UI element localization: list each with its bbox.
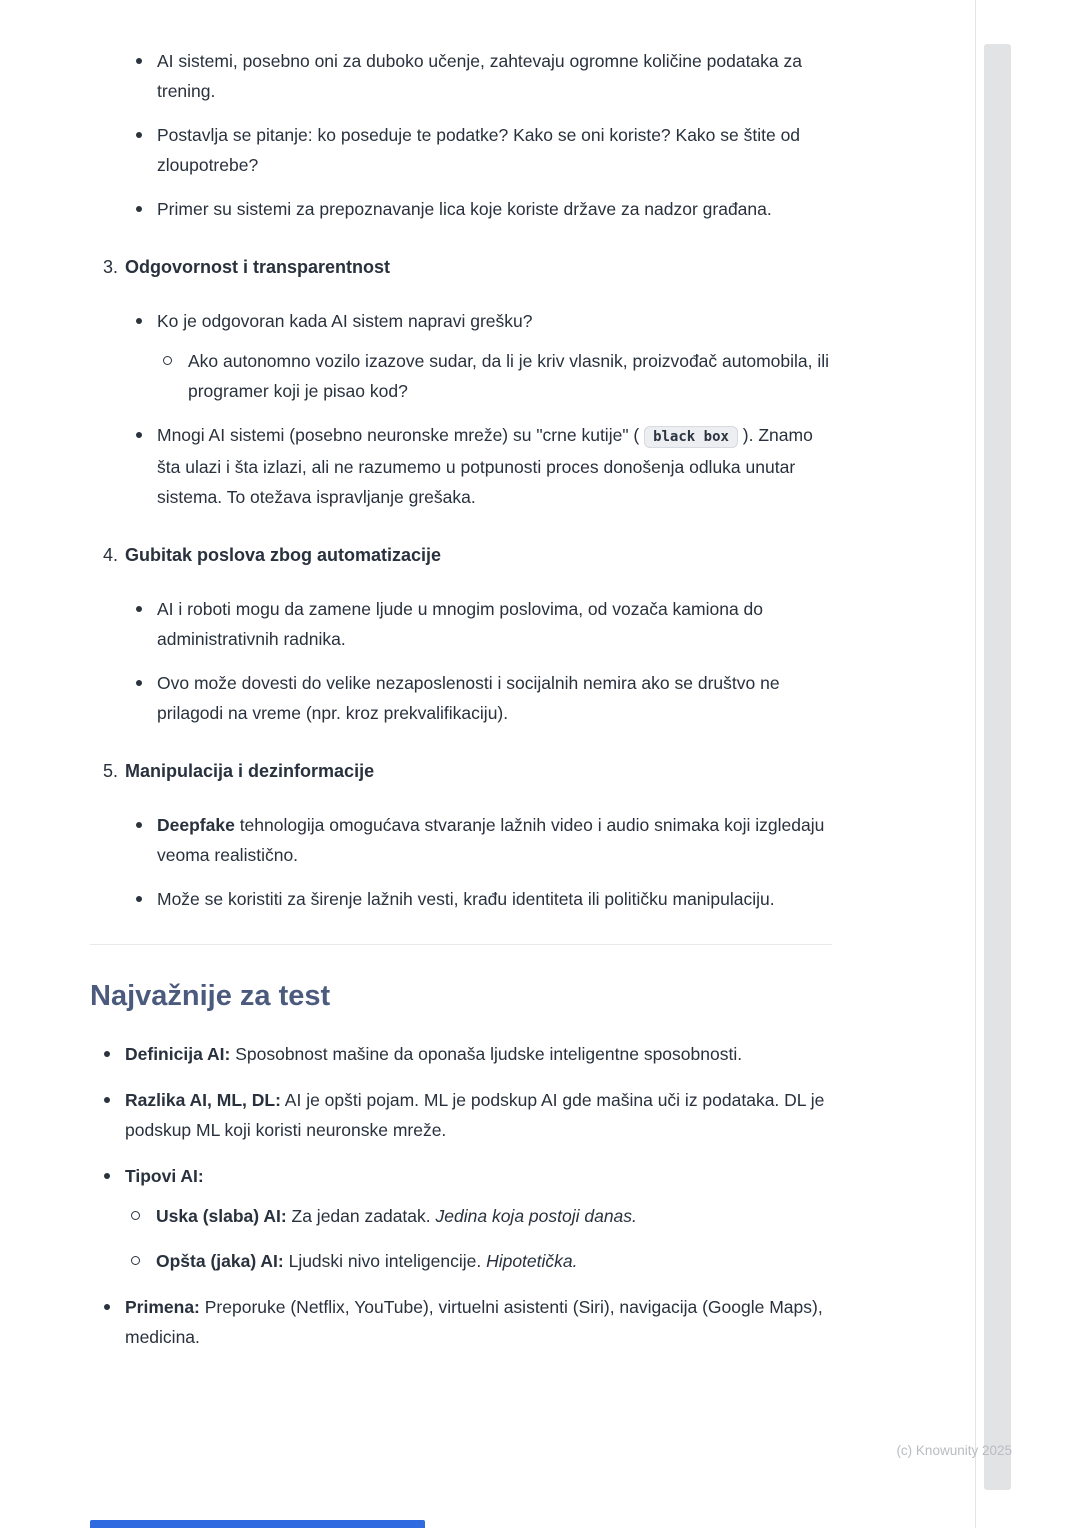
content-edge-divider [975, 0, 976, 1528]
bullet-text: Za jedan zadatak. [286, 1206, 436, 1226]
bullet-label: Definicija AI: [125, 1044, 231, 1064]
section-number: 3. [103, 257, 119, 277]
bottom-accent-bar [90, 1520, 425, 1528]
bullet-text: Ovo može dovesti do velike nezaposlenosti i socijalnih nemira ako se društvo ne prilagodi na vreme (npr. kroz prekvalifikaciju). [157, 673, 780, 723]
bullet-item [90, 120, 832, 180]
bullet-text: Ako autonomno vozilo izazove sudar, da li je kriv vlasnik, proizvođač automobila, ili programer koji je pisao kod? [188, 351, 830, 401]
bullet-text: Sposobnost mašine da oponaša ljudske inteligentne sposobnosti. [230, 1044, 743, 1064]
bullet-text: Ljudski nivo inteligencije. [283, 1251, 487, 1271]
bullet-text: AI i roboti mogu da zamene ljude u mnogim poslovima, od vozača kamiona do administrativnih radnika. [157, 599, 764, 649]
bullet-text: Mnogi AI sistemi (posebno neuronske mreže) su "crne kutije" ( [157, 425, 645, 445]
bullet-item [90, 46, 832, 106]
section-heading-5 [90, 756, 832, 786]
bullet-text: AI sistemi, posebno oni za duboko učenje, zahtevaju ogromne količine podataka za trening. [157, 51, 802, 101]
bullet-text: Može se koristiti za širenje lažnih vesti, krađu identiteta ili političku manipulaciju. [157, 889, 775, 909]
horizontal-divider [90, 944, 832, 945]
bullet-item [90, 1039, 832, 1069]
section-heading-4 [90, 540, 832, 570]
bullet-text: AI je opšti pojam. ML je podskup AI gde mašina uči iz podataka. DL je podskup ML koji koristi neuronske mreže. [125, 1090, 825, 1140]
bullet-item [90, 1161, 832, 1276]
watermark: (c) Knowunity 2025 [896, 1443, 1012, 1458]
bullet-label: Primena: [125, 1297, 200, 1317]
bullet-item [90, 884, 832, 914]
nested-bullet-list [125, 1201, 832, 1276]
test-section-heading: Najvažnije za test [90, 980, 331, 1012]
bullet-text: Primer su sistemi za prepoznavanje lica koje koriste države za nadzor građana. [157, 199, 772, 219]
bullet-bold-text: Deepfake [157, 815, 235, 835]
section-5-bullets [90, 810, 832, 914]
bullet-text: Postavlja se pitanje: ko poseduje te podatke? Kako se oni koriste? Kako se štite od zloupotrebe? [157, 125, 801, 175]
bullet-item [90, 668, 832, 728]
section-number: 4. [103, 545, 119, 565]
bullet-label: Opšta (jaka) AI: [156, 1251, 284, 1271]
test-bullet-list [90, 1039, 832, 1352]
bullet-item [90, 306, 832, 406]
section-heading-3 [90, 252, 832, 282]
bullet-italic-text: Jedina koja postoji danas. [435, 1206, 637, 1226]
sub-bullet-item [125, 1201, 832, 1231]
section-title: Gubitak poslova zbog automatizacije [125, 545, 442, 565]
bullet-text: ). Znamo šta ulazi i šta izlazi, ali ne razumemo u potpunosti proces donošenja odluka unutar sistema. To otežava ispravljanje grešaka. [157, 425, 813, 507]
bullet-item [90, 1085, 832, 1145]
bullet-label: Razlika AI, ML, DL: [125, 1090, 281, 1110]
bullet-item [90, 194, 832, 224]
intro-bullet-list [90, 46, 832, 224]
bullet-item [90, 1292, 832, 1352]
section-number: 5. [103, 761, 119, 781]
bullet-item [90, 810, 832, 870]
section-3-bullets [90, 306, 832, 512]
bullet-text: Preporuke (Netflix, YouTube), virtuelni asistenti (Siri), navigacija (Google Maps), medicina. [125, 1297, 823, 1347]
inline-code-black-box: black box [644, 426, 738, 448]
sub-bullet-item [157, 346, 832, 406]
bullet-label: Tipovi AI: [125, 1166, 204, 1186]
document-content [90, 46, 832, 1368]
sub-bullet-item [125, 1246, 832, 1276]
section-title: Odgovornost i transparentnost [125, 257, 391, 277]
section-4-bullets [90, 594, 832, 728]
nested-bullet-list [157, 346, 832, 406]
bullet-item [90, 420, 832, 512]
bullet-item [90, 594, 832, 654]
bullet-label: Uska (slaba) AI: [156, 1206, 287, 1226]
scrollbar-thumb[interactable] [984, 44, 1011, 1490]
bullet-text: tehnologija omogućava stvaranje lažnih video i audio snimaka koji izgledaju veoma realistično. [157, 815, 825, 865]
bullet-italic-text: Hipotetička. [486, 1251, 578, 1271]
bullet-text: Ko je odgovoran kada AI sistem napravi grešku? [157, 311, 533, 331]
section-title: Manipulacija i dezinformacije [125, 761, 375, 781]
